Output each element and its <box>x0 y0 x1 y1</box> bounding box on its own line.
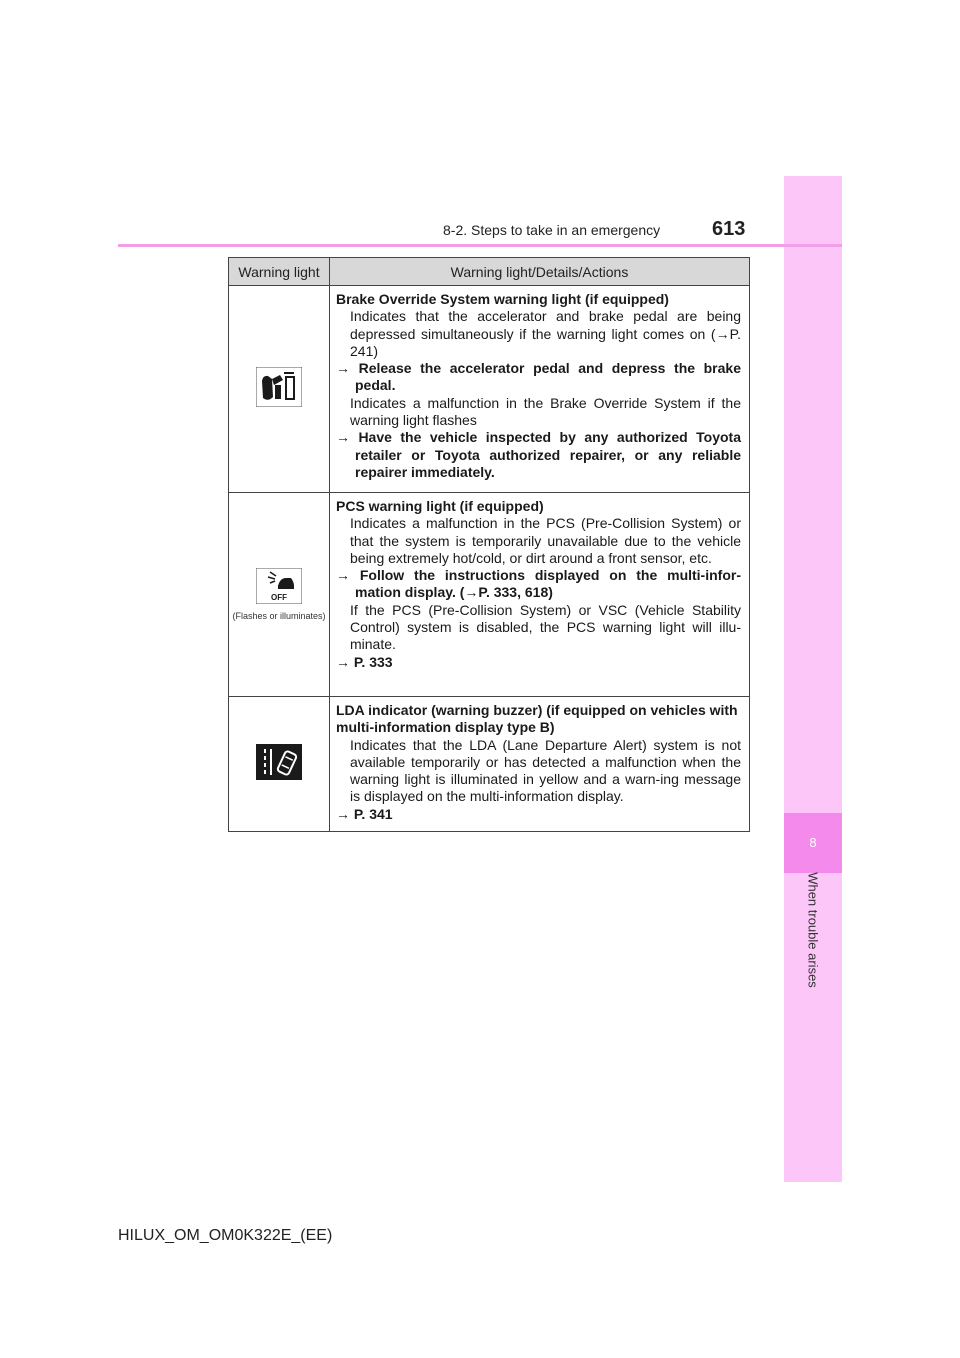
warning-light-table <box>228 257 750 832</box>
pcs-off-icon <box>256 568 302 609</box>
page-reference: → P. 341 <box>336 805 393 822</box>
table-header-row <box>229 258 750 286</box>
row-description: Indicates that the accelerator and brake pedal are being depressed simultaneously if the warning light comes on (→P. 241) <box>350 308 741 359</box>
details-cell <box>330 493 750 697</box>
icon-cell <box>229 286 330 493</box>
row-description: Indicates that the LDA (Lane Departure Alert) system is not available temporarily or has detected a malfunction when the warning light is illuminated in yellow and a warn-ing message is displayed on the multi-information display. <box>350 736 741 805</box>
document-id: HILUX_OM_OM0K322E_(EE) <box>118 1227 333 1244</box>
row-action: → Release the accelerator pedal and depress the brake pedal. <box>336 360 741 394</box>
column-header-warning-light: Warning light <box>229 258 330 286</box>
icon-cell <box>229 493 330 697</box>
row-description: If the PCS (Pre-Collision System) or VSC (Vehicle Stability Control) system is disabled, the PCS warning light will illu-minate. <box>350 601 741 653</box>
column-header-details: Warning light/Details/Actions <box>330 258 750 286</box>
brake-override-icon <box>256 367 302 412</box>
table-row <box>229 286 750 493</box>
row-title: Brake Override System warning light (if equipped) <box>336 291 669 307</box>
icon-caption: (Flashes or illuminates) <box>232 611 326 621</box>
row-title: PCS warning light (if equipped) <box>336 498 544 514</box>
row-description: Indicates a malfunction in the PCS (Pre-Collision System) or that the system is temporarily unavailable due to the vehicle being extremely hot/cold, or dirt around a front sensor, etc. <box>350 515 741 566</box>
row-title: LDA indicator (warning buzzer) (if equipped on vehicles with multi-information display type B) <box>336 702 738 736</box>
row-action: → Have the vehicle inspected by any authorized Toyota retailer or Toyota authorized repairer, or any reliable repairer immediately. <box>336 429 741 480</box>
details-cell <box>330 286 750 493</box>
row-description: Indicates a malfunction in the Brake Override System if the warning light flashes <box>350 394 741 429</box>
lda-icon <box>256 744 302 785</box>
row-action: → Follow the instructions displayed on the multi-infor-mation display. (→P. 333, 618) <box>336 567 741 601</box>
chapter-title: When trouble arises <box>805 872 821 988</box>
details-cell <box>330 697 750 832</box>
icon-cell <box>229 697 330 832</box>
section-title: 8-2. Steps to take in an emergency <box>443 222 661 238</box>
table-row <box>229 697 750 832</box>
pcs-off-label: OFF <box>271 593 287 602</box>
page-reference: → P. 333 <box>336 653 393 670</box>
chapter-number: 8 <box>784 813 842 873</box>
table-row <box>229 493 750 697</box>
header-divider <box>118 244 842 247</box>
page-number: 613 <box>712 218 746 240</box>
chapter-side-tab <box>784 176 842 1182</box>
